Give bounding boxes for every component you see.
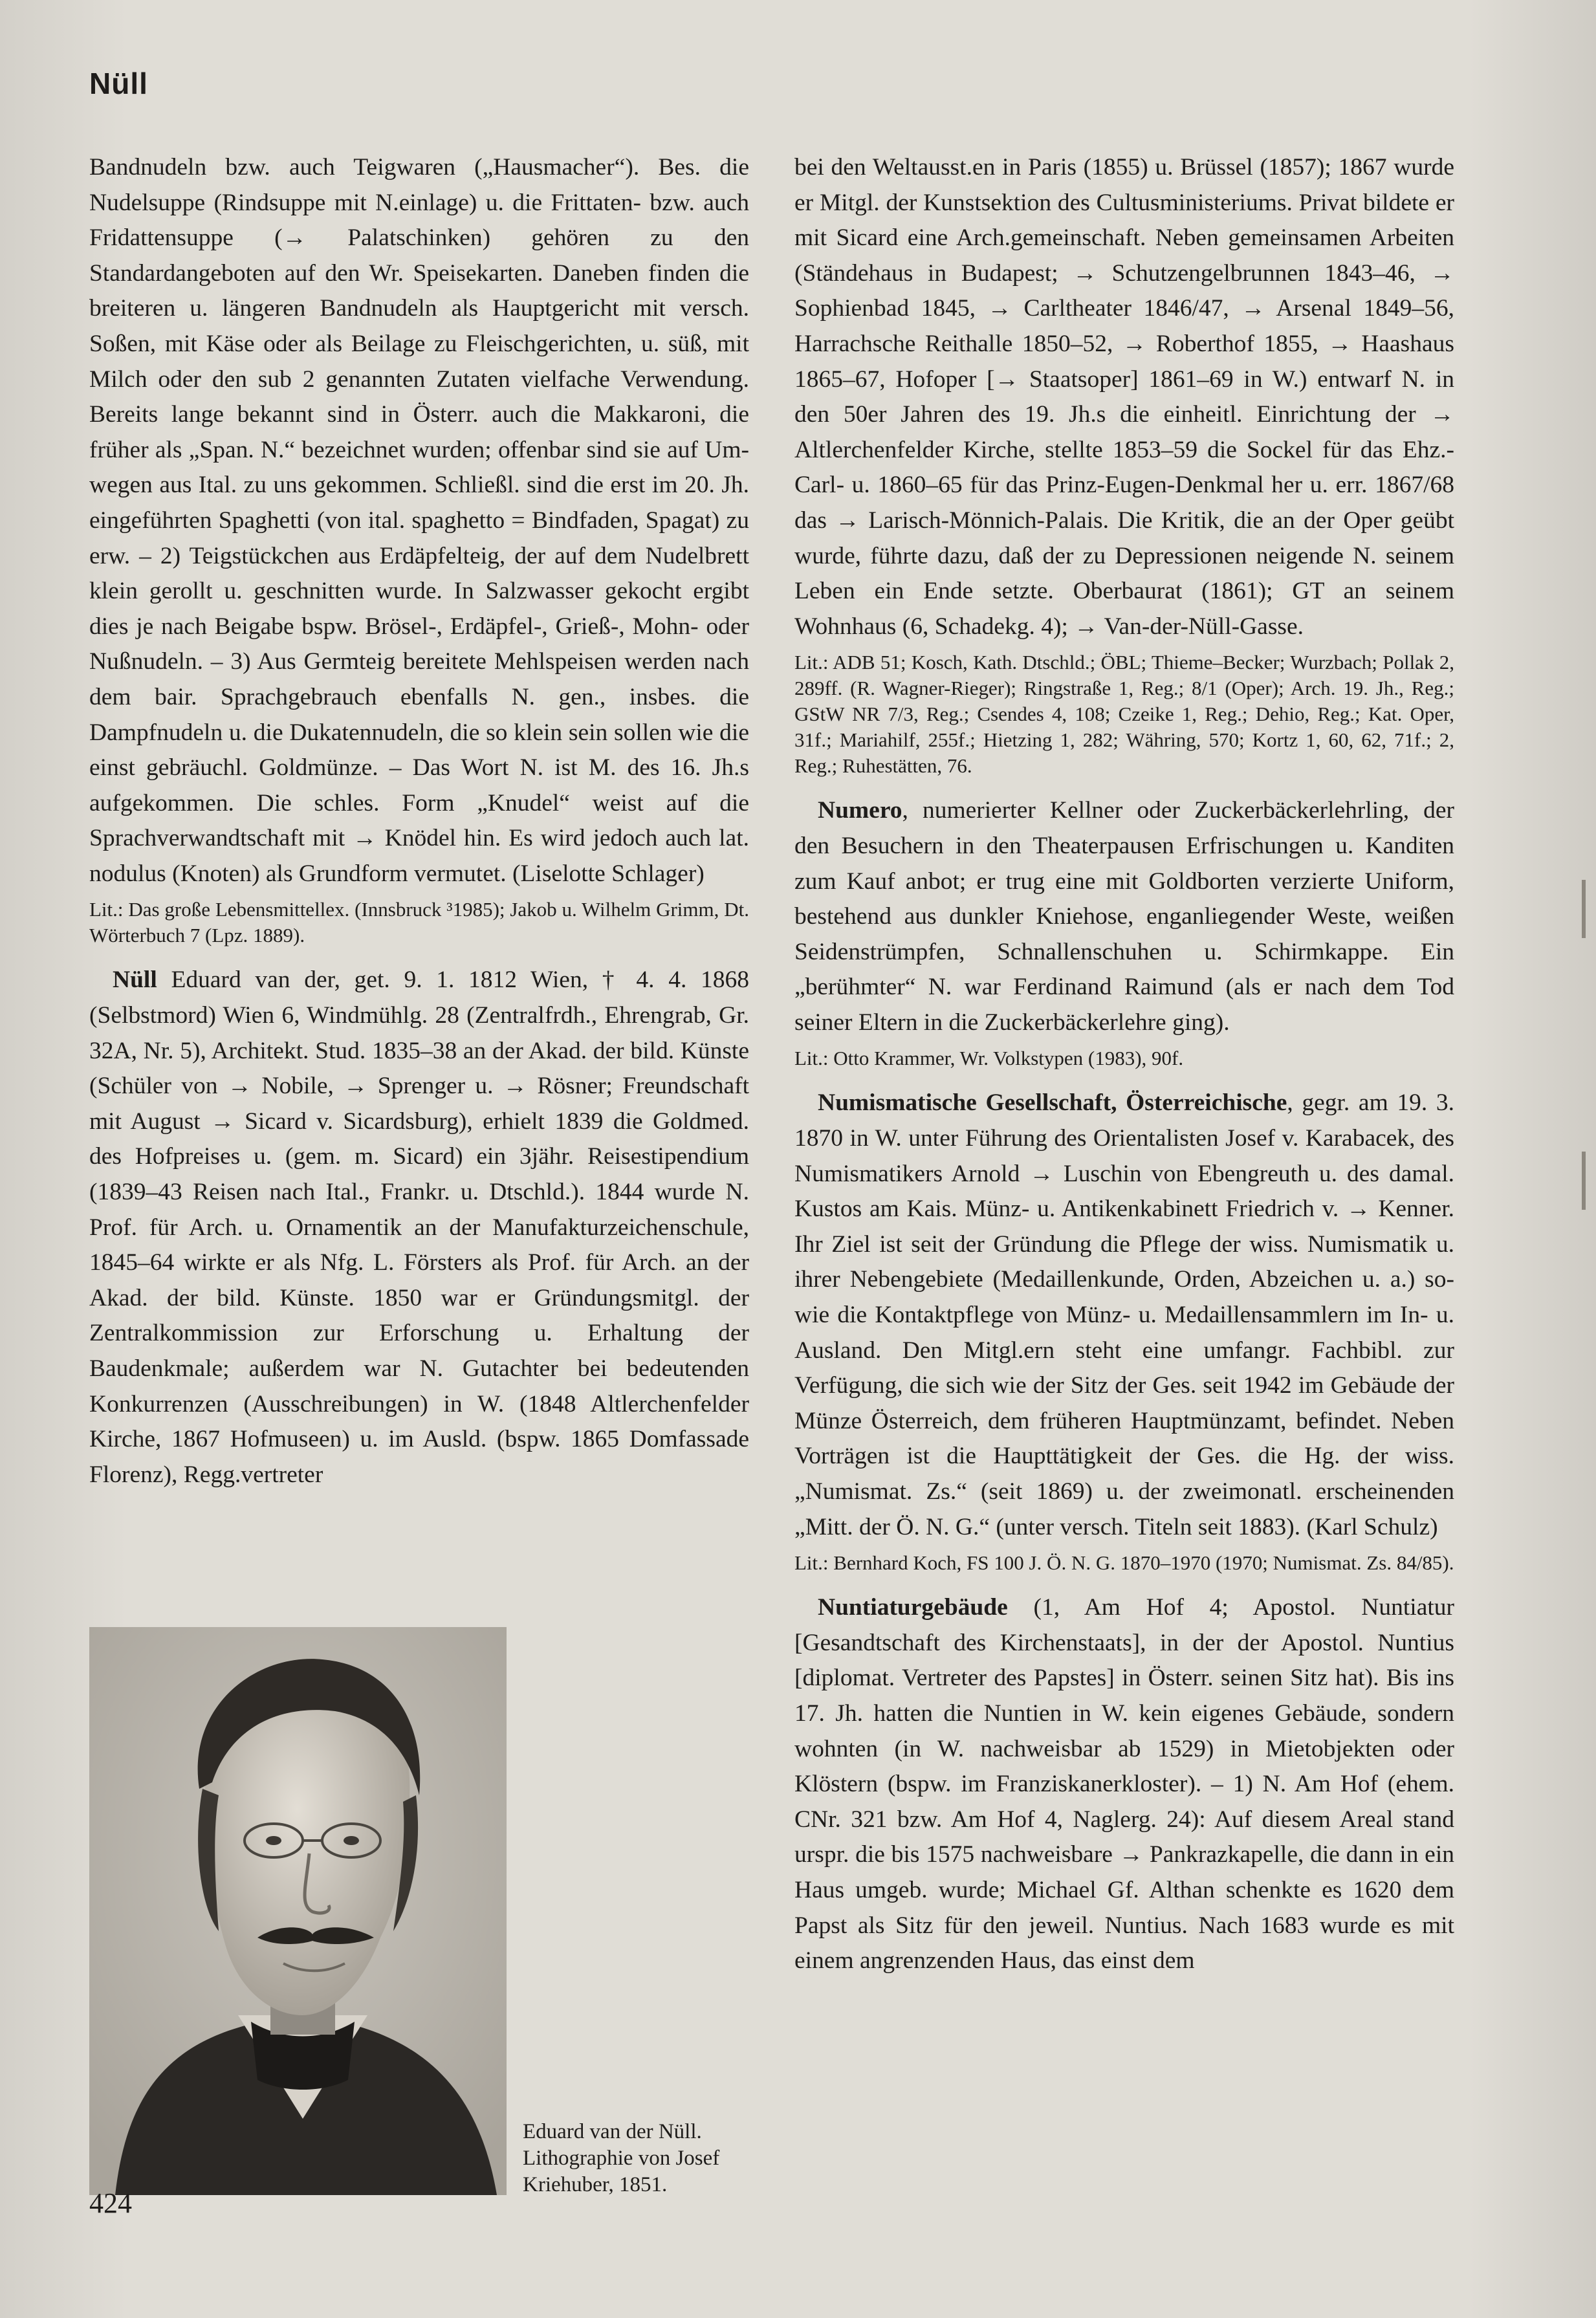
portrait-caption: Eduard van der Nüll. Lithographie von Josef Kriehuber, 1851. [523, 2120, 720, 2196]
scan-edge-mark [1582, 1152, 1586, 1210]
left-column [89, 150, 749, 1492]
numismatik-literature: Lit.: Bernhard Koch, FS 100 J. Ö. N. G. 1870–1970 (1970; Numismat. Zs. 84/85). [794, 1551, 1454, 1575]
portrait-figure [89, 1627, 749, 2203]
nuell-entry-continuation: bei den Weltausst.en in Paris (1855) u. Brüssel (1857); 1867 wurde er Mitgl. der Kunstsektion des Cultusministeriums. Privat bildete er mit Sicard eine Arch.gemeinschaft. Neben gemeinsamen Arbeiten (Ständehaus in Budapest; → Schutzengelbrunnen 1843–46, → Sophienbad 1845, → Carltheater 1846/47, → Arsenal 1849–56, Harrachsche Reithalle 1850–52, → Roberthof 1855, → Haashaus 1865–67, Hofoper [→ Staatsoper] 1861–69 in W.) entwarf N. in den 50er Jahren des 19. Jh.s die einheitl. Einrichtung der → Altlerchenfelder Kirche, stellte 1853–59 die Sockel für das Ehz.-Carl- u. 1860–65 für das Prinz-Eugen-Denkmal her u. err. 1867/68 das → Larisch-Mönnich-Palais. Die Kritik, die an der Oper geübt wurde, führte dazu, daß der zu Depressionen neigende N. seinem Leben ein Ende setzte. Oberbaurat (1861); GT an seinem Wohnhaus (6, Schadekg. 4); → Van-der-Nüll-Gasse. [794, 154, 1454, 640]
nuell-literature: Lit.: ADB 51; Kosch, Kath. Dtschld.; ÖBL; Thieme–Becker; Wurzbach; Pollak 2, 289ff. (R. Wagner-Rieger); Ringstraße 1, Reg.; 8/1 (Oper); Arch. 19. Jh., Reg.; GStW NR 7/3, Reg.; Csendes 4, 108; Czeike 1, Reg.; Dehio, Reg.; Kat. Oper, 31f.; Mariahilf, 255f.; Hietzing 1, 282; Währing, 570; Kortz 1, 60, 62, 71f.; 2, Reg.; Ruhestätten, 76. [794, 651, 1454, 778]
numero-entry-text: , numerierter Kellner oder Zuckerbäckerlehrling, der den Besuchern in den Theaterpausen Erfrischungen u. Kanditen zum Kauf anbot; er trug eine mit Goldborten verzierte Uniform, bestehend aus dunkler Kniehose, enganliegender Weste, weißen Seidenstrümpfen, Schnallenschuhen u. Schirmkappe. Ein „berühmter“ N. war Ferdinand Raimund (als er nach dem Tod seiner Eltern in die Zuckerbäckerlehre ging). [794, 797, 1454, 1036]
numero-headword: Numero [818, 797, 902, 824]
nuntiatur-entry [794, 1590, 1454, 1979]
numismatik-headword: Numismatische Gesellschaft, Österreichische [818, 1089, 1287, 1117]
nuntiatur-headword: Nuntiaturgebäude [818, 1594, 1008, 1621]
nuell-entry-text: Eduard van der, get. 9. 1. 1812 Wien, † 4. 4. 1868 (Selbstmord) Wien 6, Windmühlg. 28 (Zentralfrdh., Ehrengrab, Gr. 32A, Nr. 5), Architekt. Stud. 1835–38 an der Akad. der bild. Künste (Schüler von → Nobile, → Sprenger u. → Rösner; Freundschaft mit August → Sicard v. Sicardsburg), erhielt 1839 die Goldmed. des Hofpreises u. (gem. m. Sicard) ein 3jähr. Reisestipendium (1839–43 Reisen nach Ital., Frankr. u. Dtschld.). 1844 wurde N. Prof. für Arch. u. Ornamentik an der Manufakturzeichenschule, 1845–64 wirkte er als Nfg. L. Försters als Prof. für Arch. an der Akad. der bild. Künste. 1850 war er Gründungsmitgl. der Zentralkommission zur Erforschung u. Erhaltung der Baudenkmale; außerdem war N. Gutachter bei bedeutenden Konkurrenzen (Ausschreibungen) in W. (1848 Altlerchenfelder Kirche, 1867 Hofmuseen) u. im Ausld. (bspw. 1865 Domfassade Florenz), Regg.vertreter [89, 967, 749, 1488]
nudel-entry-continuation: Bandnudeln bzw. auch Teigwaren („Hausmacher“). Bes. die Nudelsuppe (Rindsuppe mit N.einlage) u. die Frittaten- bzw. auch Fridattensuppe (→ Palatschinken) gehören zu den Standardangeboten auf den Wr. Speisekarten. Daneben finden die breiteren u. längeren Bandnudeln als Hauptgericht mit versch. Soßen, mit Käse oder als Beilage zu Fleischgerichten, u. süß, mit Milch oder den sub 2 genannten Zutaten vielfache Verwendung. Bereits lange bekannt sind in Österr. auch die Makkaroni, die früher als „Span. N.“ bezeichnet wurden; offenbar sind sie auf Umwegen aus Ital. zu uns gekommen. Schließl. sind die erst im 20. Jh. eingeführten Spaghetti (von ital. spaghetto = Bindfaden, Spagat) zu erw. – 2) Teigstückchen aus Erdäpfelteig, der auf dem Nudelbrett klein gerollt u. geschnitten wurde. In Salzwasser gekocht ergibt dies je nach Beigabe bspw. Brösel-, Erdäpfel-, Grieß-, Mohn- oder Nußnudeln. – 3) Aus Germteig bereitete Mehlspeisen werden nach dem bair. Sprachgebrauch ebenfalls N. gen., insbes. die Dampfnudeln u. die Dukatennudeln, die so klein sein sollen wie die einst gebräuchl. Goldmünze. – Das Wort N. ist M. des 16. Jh.s aufgekommen. Die schles. Form „Knudel“ weist auf die Sprachverwandtschaft mit → Knödel hin. Es wird jedoch auch lat. nodulus (Knoten) als Grundform vermutet. (Liselotte Schlager) [89, 154, 749, 887]
numero-literature: Lit.: Otto Krammer, Wr. Volkstypen (1983), 90f. [794, 1047, 1184, 1070]
nuntiatur-entry-text: (1, Am Hof 4; Apostol. Nuntiatur [Gesandtschaft des Kirchenstaats], in der der Apostol. Nuntius [diplomat. Vertreter des Papstes] in Österr. seinen Sitz hat). Bis ins 17. Jh. hatten die Nuntien in W. kein eigenes Gebäude, sondern wohnten (in W. nachweisbar ab 1529) in Mietobjekten oder Klöstern (bspw. im Franziskanerkloster). – 1) N. Am Hof (ehem. CNr. 321 bzw. Am Hof 4, Naglerg. 24): Auf diesem Areal stand urspr. die bis 1575 nachweisbare → Pankrazkapelle, die dann in ein Haus umgeb. wurde; Michael Gf. Althan schenkte es 1620 dem Papst als Sitz für den jeweil. Nuntius. Nach 1683 wurde es mit einem angrenzenden Haus, das einst dem [794, 1594, 1454, 1974]
numero-entry [794, 793, 1454, 1040]
numismatik-entry [794, 1086, 1454, 1545]
right-column [794, 150, 1454, 1979]
scan-edge-mark [1582, 880, 1586, 938]
portrait-image [89, 1627, 507, 2195]
page-number: 424 [89, 2187, 132, 2219]
nuell-entry [89, 963, 749, 1492]
nuell-headword: Nüll [113, 967, 157, 994]
numismatik-entry-text: , gegr. am 19. 3. 1870 in W. unter Führung des Orientalisten Josef v. Karabacek, des Numismatikers Arnold → Luschin von Ebengreuth u. des damal. Kustos am Kais. Münz- u. Antikenkabinett Friedrich v. → Kenner. Ihr Ziel ist seit der Gründung die Pflege der wiss. Numismatik u. ihrer Nebengebiete (Medaillenkunde, Orden, Abzeichen u. a.) sowie die Kontaktpflege von Münz- u. Medaillensammlern im In- u. Ausland. Den Mitgl.ern steht eine umfangr. Fachbibl. zur Verfügung, die sich wie der Sitz der Ges. seit 1942 im Gebäude der Münze Österreich, dem früheren Hauptmünzamt, befindet. Neben Vorträgen ist die Haupttätigkeit der Ges. die Hg. der wiss. „Numismat. Zs.“ (seit 1869) u. der zweimonatl. erscheinenden „Mitt. der Ö. N. G.“ (unter versch. Titeln seit 1883). (Karl Schulz) [794, 1089, 1454, 1540]
nudel-literature: Lit.: Das große Lebensmittellex. (Innsbruck ³1985); Jakob u. Wilhelm Grimm, Dt. Wörterbuch 7 (Lpz. 1889). [89, 898, 749, 947]
running-title: Nüll [89, 67, 148, 100]
